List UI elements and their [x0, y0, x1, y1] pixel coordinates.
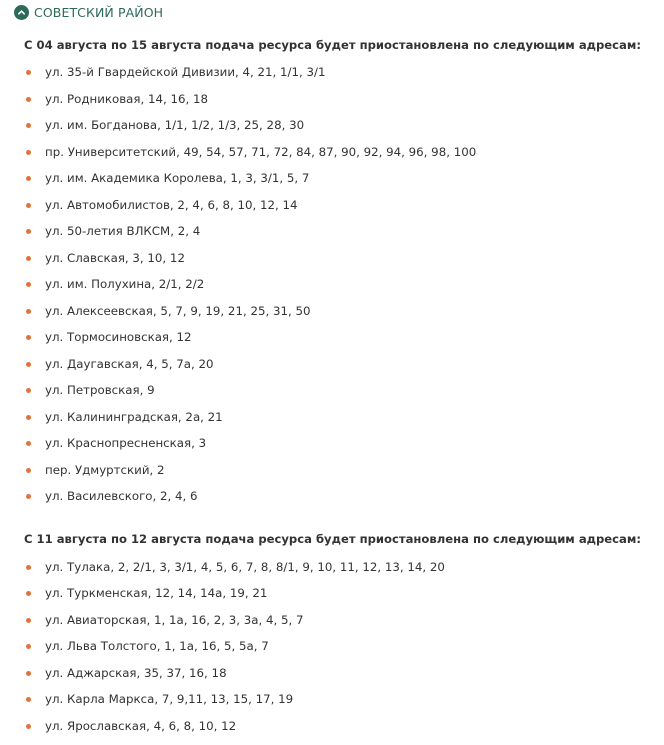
address-text: пр. Университетский, 49, 54, 57, 71, 72, 84, 87, 90, 92, 94, 96, 98, 100 [45, 144, 477, 159]
address-item [24, 271, 650, 298]
address-item [24, 633, 650, 660]
address-item [24, 713, 650, 740]
address-item [24, 377, 650, 404]
district-title[interactable]: СОВЕТСКИЙ РАЙОН [34, 4, 164, 20]
bullet-icon [26, 203, 31, 208]
address-item [24, 686, 650, 713]
address-list [24, 59, 650, 510]
address-item [24, 165, 650, 192]
bullet-icon [26, 97, 31, 102]
address-text: ул. Автомобилистов, 2, 4, 6, 8, 10, 12, 14 [45, 197, 298, 212]
address-text: ул. им. Академика Королева, 1, 3, 3/1, 5, 7 [45, 171, 310, 185]
address-text: ул. Льва Толстого, 1, 1а, 16, 5, 5а, 7 [45, 639, 269, 653]
address-item [24, 404, 650, 431]
address-item [24, 483, 650, 510]
address-list [24, 554, 650, 740]
address-item [24, 580, 650, 607]
address-text: ул. Аджарская, 35, 37, 16, 18 [45, 665, 227, 680]
bullet-icon [26, 644, 31, 649]
outage-section-2 [24, 529, 650, 740]
address-text: ул. Василевского, 2, 4, 6 [45, 489, 198, 503]
bullet-icon [26, 468, 31, 473]
address-text: ул. им. Полухина, 2/1, 2/2 [45, 277, 205, 291]
address-item [24, 607, 650, 634]
bullet-icon [26, 565, 31, 570]
bullet-icon [26, 150, 31, 155]
district-toggle[interactable] [14, 0, 650, 24]
bullet-icon [26, 309, 31, 314]
address-text: ул. Карла Маркса, 7, 9,11, 13, 15, 17, 19 [45, 692, 294, 706]
address-item [24, 139, 650, 166]
address-item [24, 554, 650, 581]
address-text: ул. Ярославская, 4, 6, 8, 10, 12 [45, 718, 237, 733]
address-text: ул. Краснопресненская, 3 [45, 436, 207, 450]
bullet-icon [26, 494, 31, 499]
bullet-icon [26, 724, 31, 729]
address-item [24, 86, 650, 113]
bullet-icon [26, 70, 31, 75]
bullet-icon [26, 176, 31, 181]
bullet-icon [26, 671, 31, 676]
address-text: ул. Даугавская, 4, 5, 7а, 20 [45, 356, 214, 371]
address-text: пер. Удмуртский, 2 [45, 462, 165, 477]
bullet-icon [26, 697, 31, 702]
address-text: ул. им. Богданова, 1/1, 1/2, 1/3, 25, 28, 30 [45, 118, 305, 132]
address-item [24, 457, 650, 484]
bullet-icon [26, 441, 31, 446]
address-item [24, 660, 650, 687]
address-text: ул. 50-летия ВЛКСМ, 2, 4 [45, 224, 201, 238]
address-text: ул. Туркменская, 12, 14, 14а, 19, 21 [45, 586, 268, 600]
address-item [24, 298, 650, 325]
bullet-icon [26, 415, 31, 420]
bullet-icon [26, 335, 31, 340]
address-text: ул. Славская, 3, 10, 12 [45, 250, 185, 265]
section-heading: С 11 августа по 12 августа подача ресурса будет приостановлена по следующим адресам: [24, 531, 641, 546]
address-item [24, 351, 650, 378]
address-text: ул. Тормосиновская, 12 [45, 330, 192, 344]
address-item [24, 245, 650, 272]
bullet-icon [26, 618, 31, 623]
bullet-icon [26, 256, 31, 261]
bullet-icon [26, 282, 31, 287]
bullet-icon [26, 229, 31, 234]
section-heading: С 04 августа по 15 августа подача ресурса будет приостановлена по следующим адресам: [24, 38, 641, 52]
address-item [24, 59, 650, 86]
address-item [24, 218, 650, 245]
address-text: ул. Родниковая, 14, 16, 18 [45, 91, 209, 106]
address-text: ул. Тулака, 2, 2/1, 3, 3/1, 4, 5, 6, 7, 8, 8/1, 9, 10, 11, 12, 13, 14, 20 [45, 559, 445, 574]
address-text: ул. 35-й Гвардейской Дивизии, 4, 21, 1/1, 3/1 [45, 65, 326, 79]
outage-section-1 [24, 35, 650, 510]
address-item [24, 324, 650, 351]
address-text: ул. Калининградская, 2а, 21 [45, 409, 223, 424]
address-item [24, 112, 650, 139]
bullet-icon [26, 591, 31, 596]
address-item [24, 430, 650, 457]
bullet-icon [26, 388, 31, 393]
address-text: ул. Петровская, 9 [45, 383, 155, 397]
address-text: ул. Авиаторская, 1, 1а, 16, 2, 3, 3а, 4, 5, 7 [45, 612, 304, 627]
address-item [24, 192, 650, 219]
bullet-icon [26, 362, 31, 367]
address-text: ул. Алексеевская, 5, 7, 9, 19, 21, 25, 31, 50 [45, 303, 311, 318]
bullet-icon [26, 123, 31, 128]
chevron-up-icon[interactable] [14, 5, 29, 20]
